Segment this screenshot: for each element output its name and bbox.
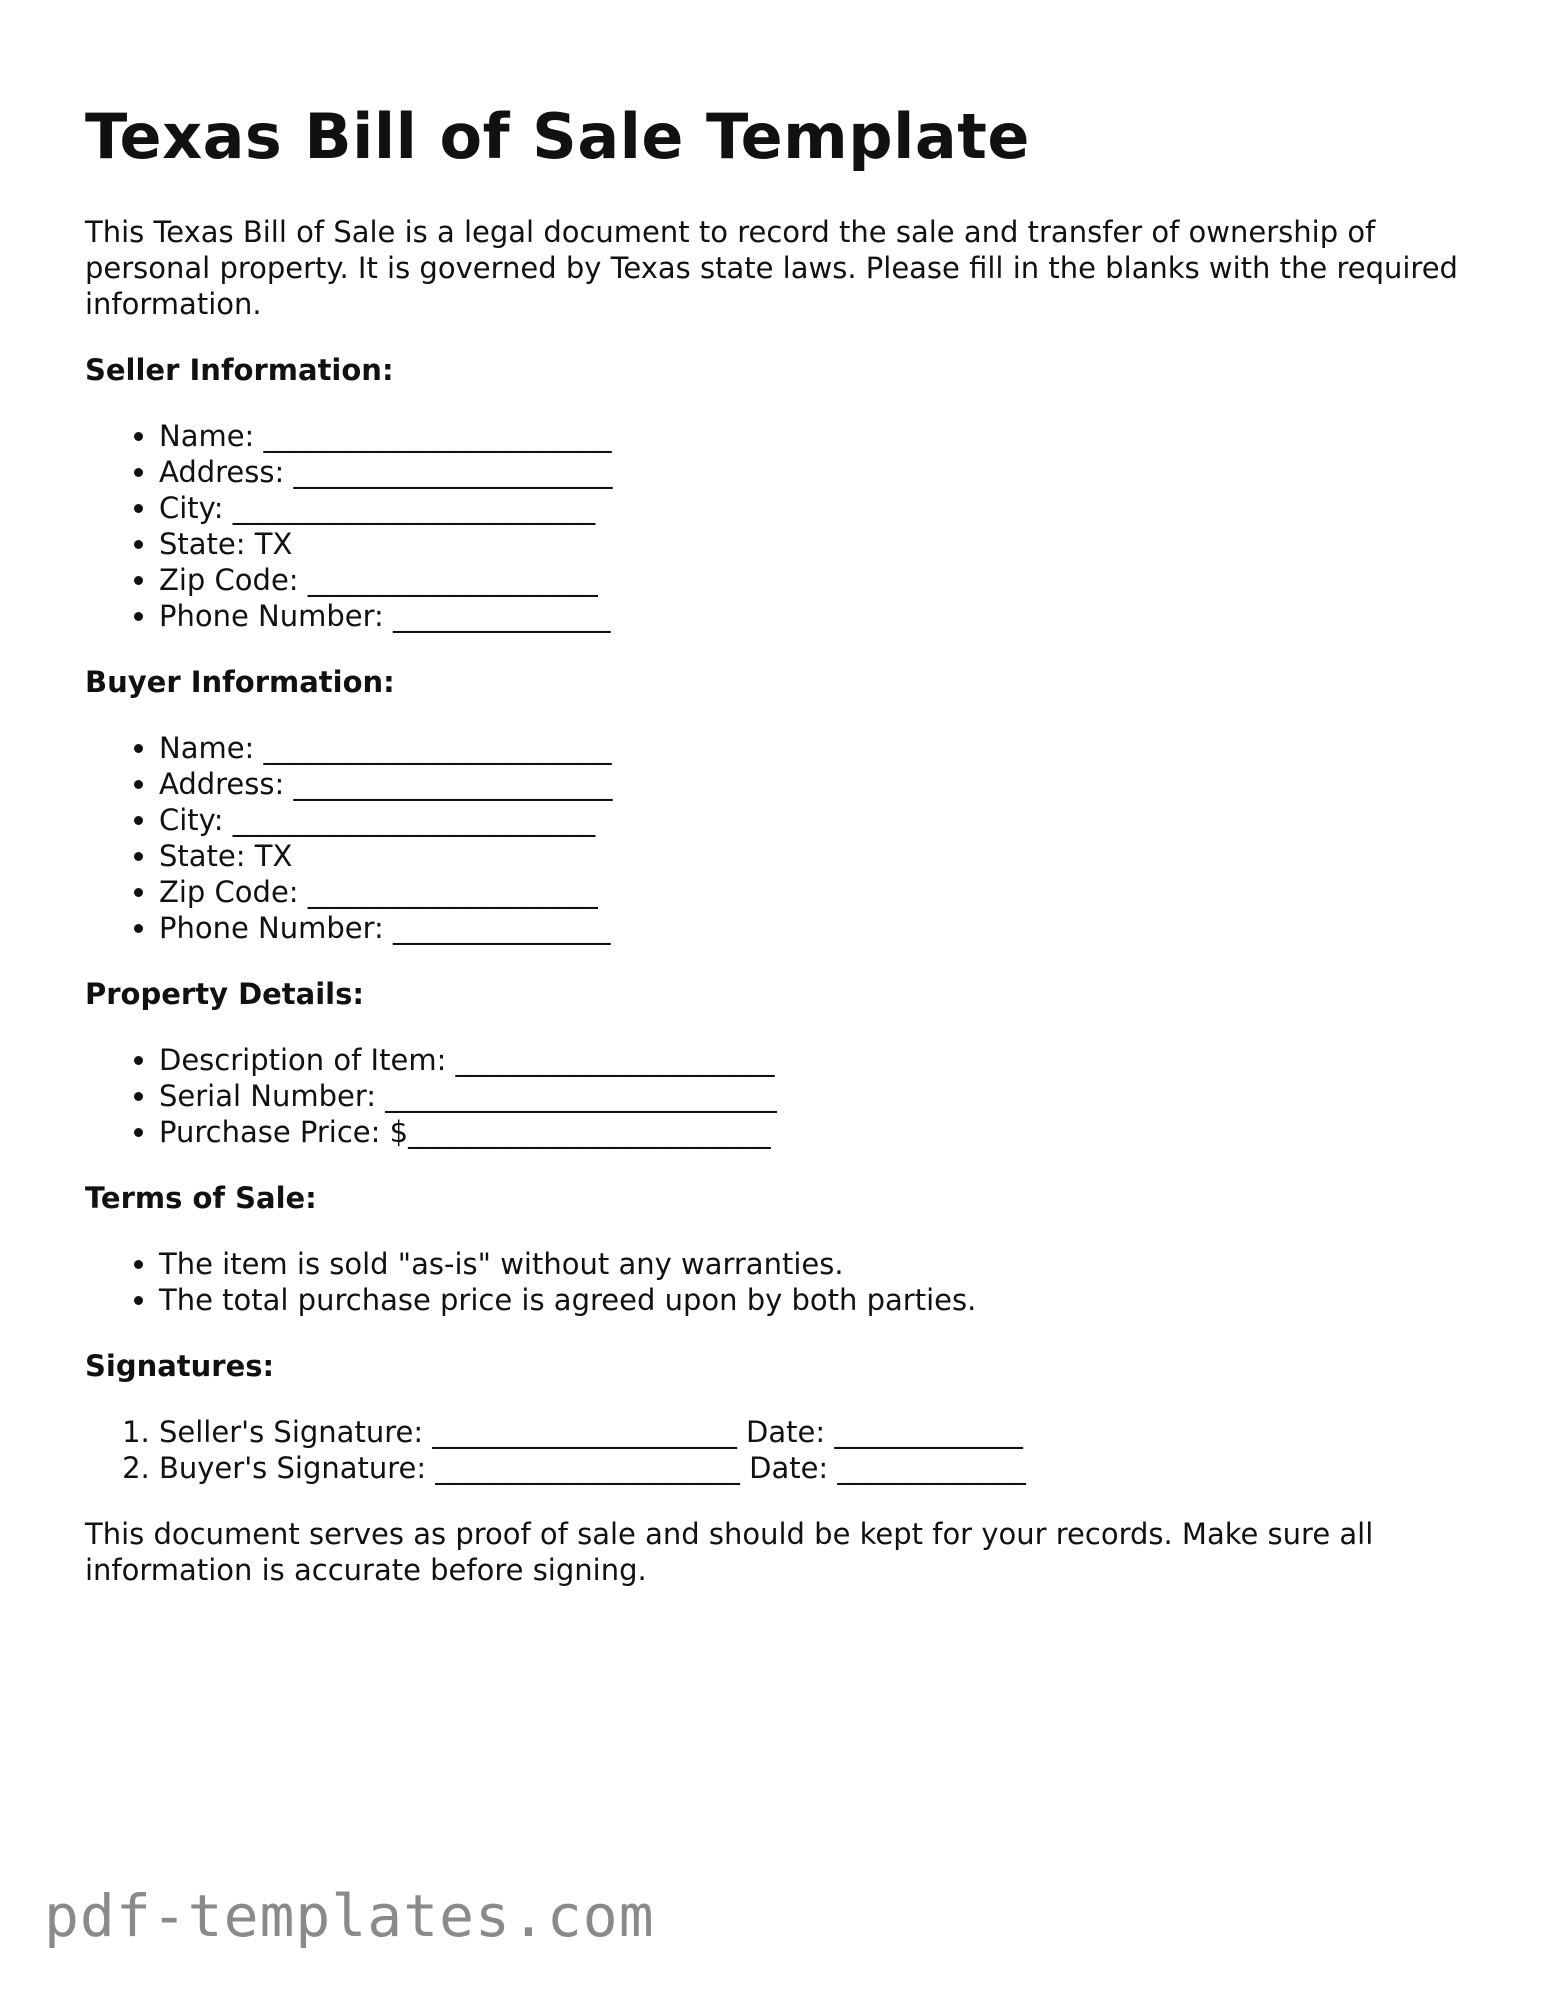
buyer-heading: Buyer Information: [85,665,395,700]
seller-phone-field: • Phone Number: _______________ [159,598,1465,634]
terms-heading: Terms of Sale: [85,1181,317,1216]
seller-address-field: • Address: ______________________ [159,454,1465,490]
property-heading: Property Details: [85,977,364,1012]
intro-paragraph: This Texas Bill of Sale is a legal document to record the sale and transfer of ownership of personal property. It is governed by Texas state laws. Please fill in the blanks with the required information. [85,215,1458,322]
buyer-zip-field: • Zip Code: ____________________ [159,874,1465,910]
buyer-state-field: • State: TX [159,838,1465,874]
seller-name-field: • Name: ________________________ [159,418,1465,454]
buyer-signature-line: 2. Buyer's Signature: _____________________ Date: _____________ [159,1450,1465,1486]
property-description-field: • Description of Item: ______________________ [159,1042,1465,1078]
terms-item: • The item is sold "as-is" without any warranties. [159,1246,1465,1282]
terms-list [85,1246,1465,1318]
signatures-list [85,1414,1465,1486]
terms-item: • The total purchase price is agreed upon by both parties. [159,1282,1465,1318]
property-list [85,1042,1465,1150]
seller-heading: Seller Information: [85,353,394,388]
seller-list [85,418,1465,634]
closing-paragraph: This document serves as proof of sale and should be kept for your records. Make sure all information is accurate before signing. [85,1517,1374,1588]
seller-state-field: • State: TX [159,526,1465,562]
signatures-heading: Signatures: [85,1349,275,1384]
buyer-list [85,730,1465,946]
seller-city-field: • City: _________________________ [159,490,1465,526]
page-title: Texas Bill of Sale Template [85,100,1030,173]
property-serial-field: • Serial Number: ___________________________ [159,1078,1465,1114]
buyer-city-field: • City: _________________________ [159,802,1465,838]
property-price-field: • Purchase Price: $_________________________ [159,1114,1465,1150]
document-page [85,100,1465,1588]
buyer-phone-field: • Phone Number: _______________ [159,910,1465,946]
buyer-address-field: • Address: ______________________ [159,766,1465,802]
buyer-name-field: • Name: ________________________ [159,730,1465,766]
seller-signature-line: 1. Seller's Signature: _____________________ Date: _____________ [159,1414,1465,1450]
seller-zip-field: • Zip Code: ____________________ [159,562,1465,598]
watermark: pdf-templates.com [44,1882,655,1950]
